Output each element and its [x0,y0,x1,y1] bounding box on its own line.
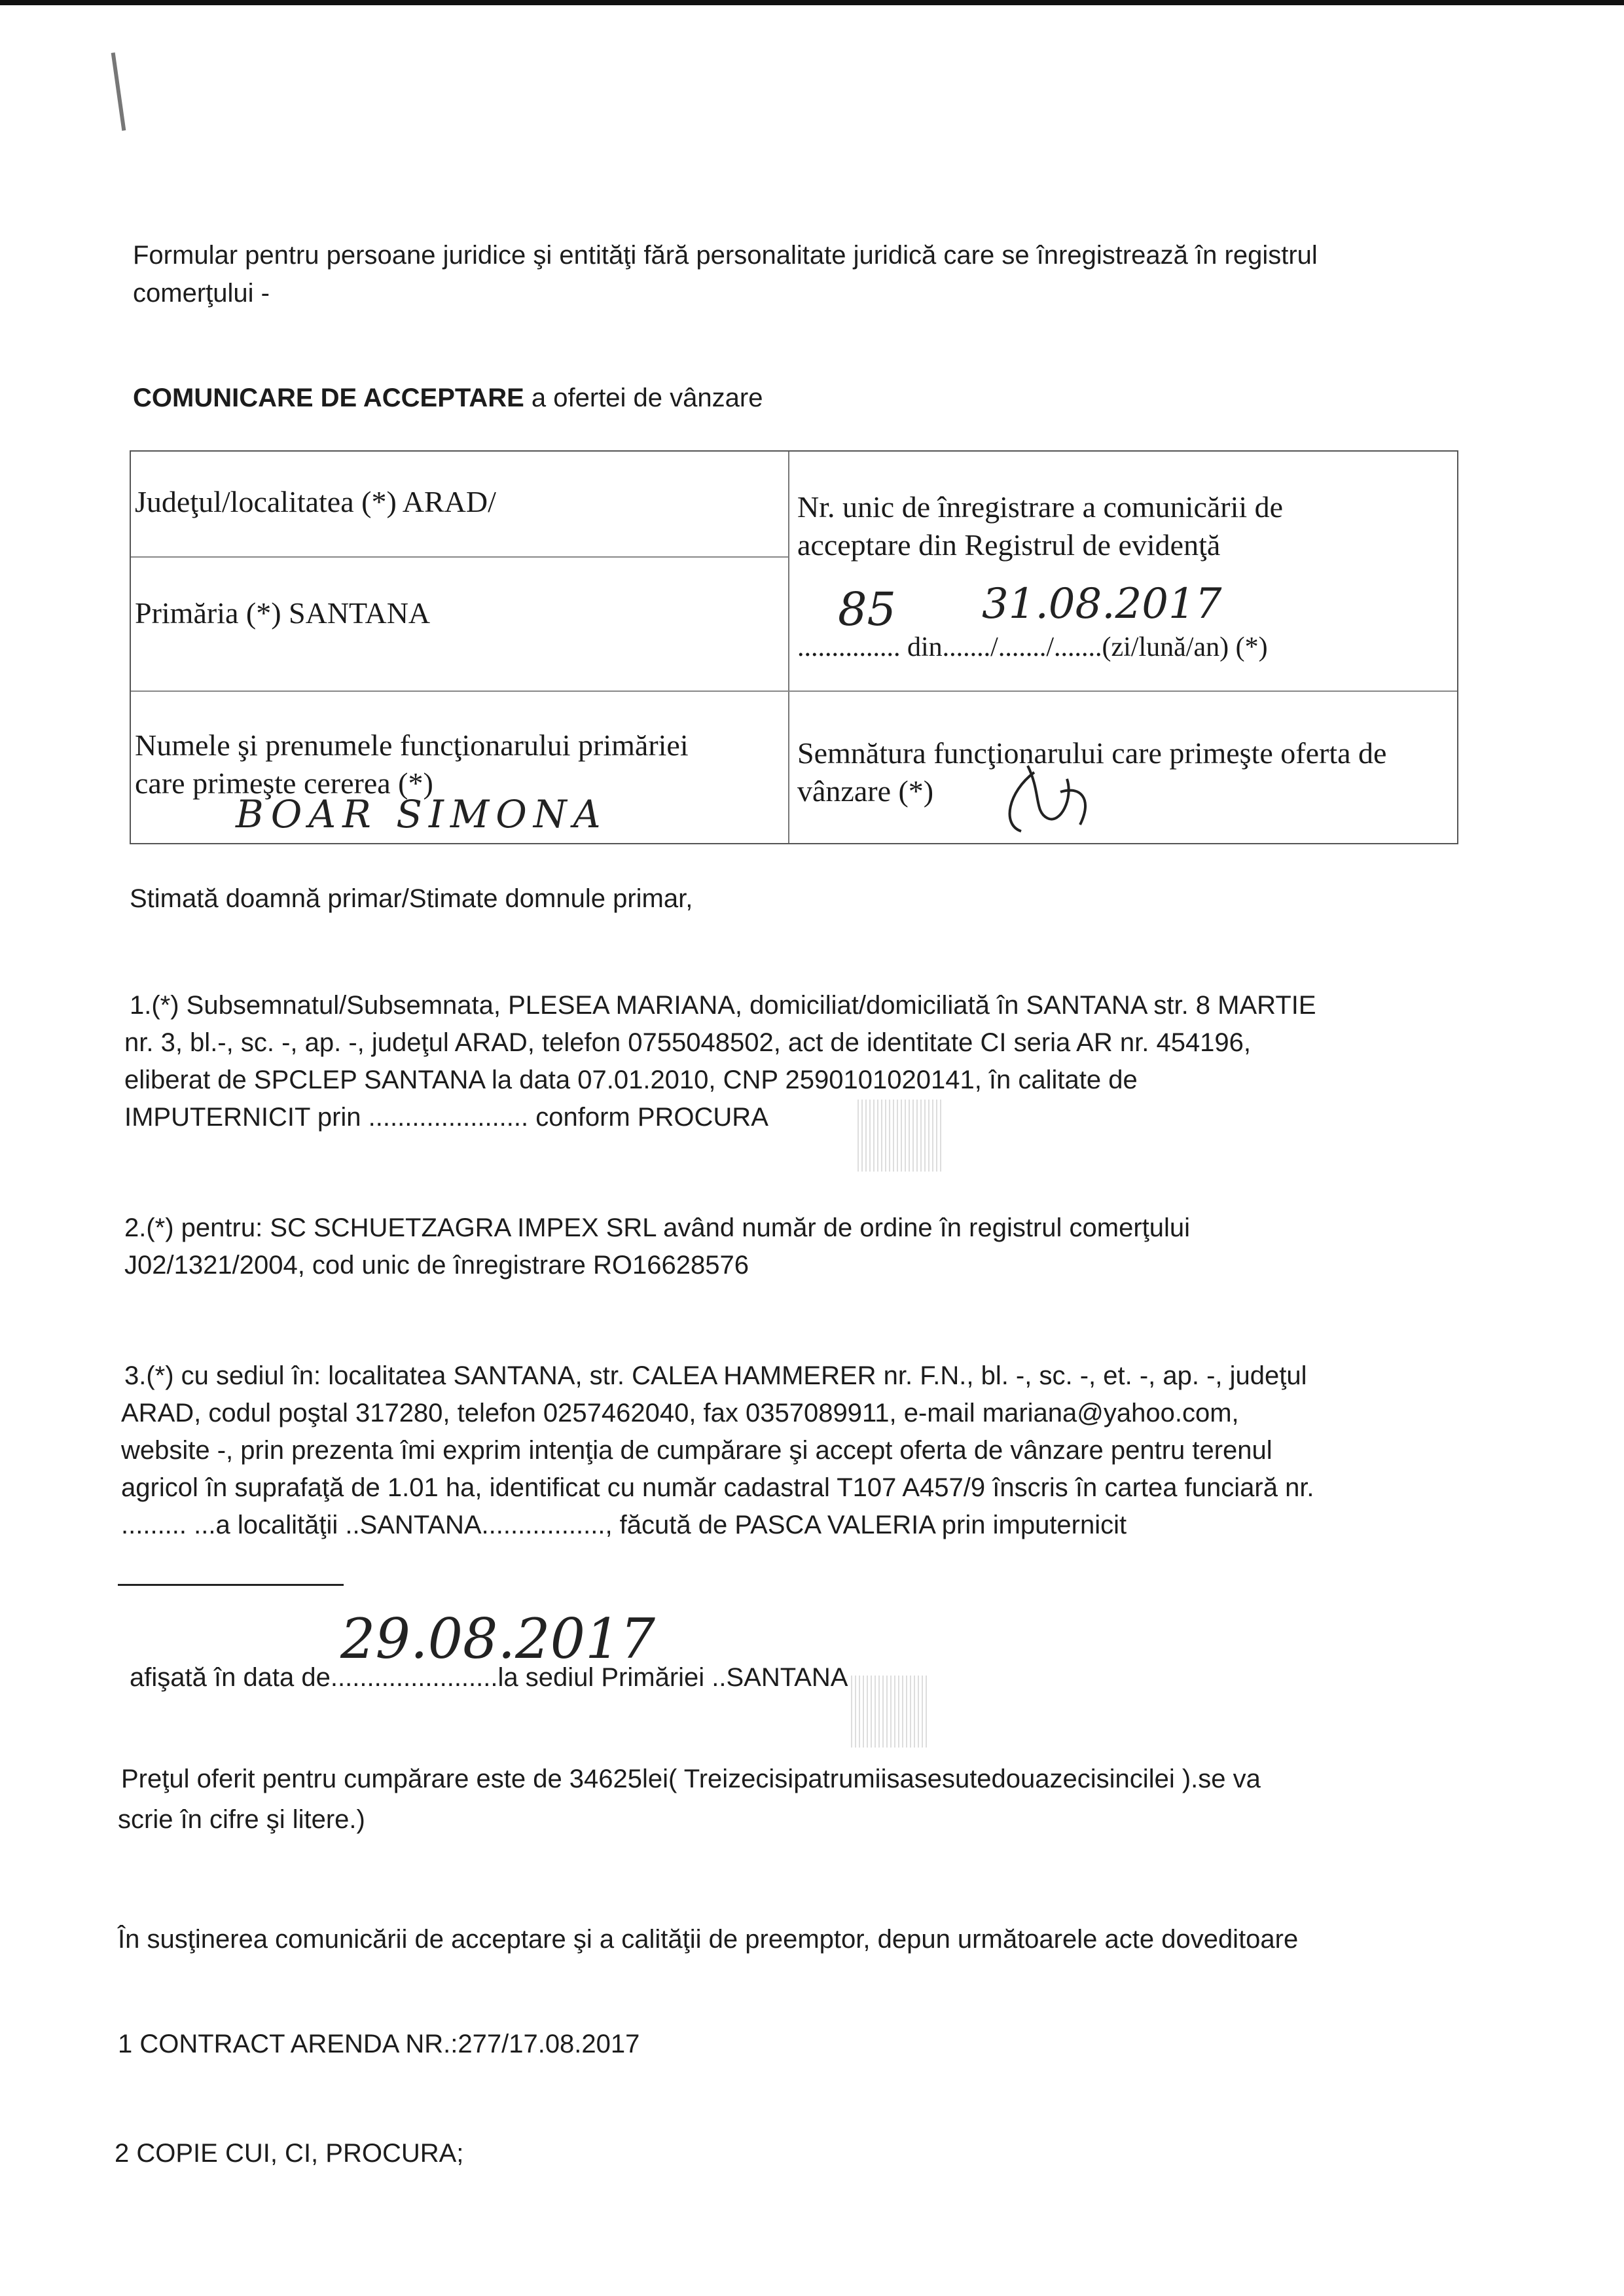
semnatura-label-line2: vânzare (*) [797,774,934,808]
table-row-divider-2 [131,691,1457,692]
act-item-1: 1 CONTRACT ARENDA NR.:277/17.08.2017 [118,2030,640,2058]
form-header-line1: Formular pentru persoane juridice şi entităţi fără personalitate juridică care se înregistrează în registrul [133,241,1318,270]
semnatura-label-line1: Semnătura funcţionarului care primeşte oferta de [797,736,1387,770]
judet-localitate-field: Judeţul/localitatea (*) ARAD/ [135,485,496,518]
nr-unic-label-line2: acceptare din Registrul de evidenţă [797,528,1221,562]
sustinere-line: În susţinerea comunicării de acceptare şi a calităţii de preemptor, depun următoarele acte doveditoare [118,1925,1299,1954]
stray-pen-mark [111,52,126,131]
document-title-bold: COMUNICARE DE ACCEPTARE [133,384,524,412]
table-column-divider [788,452,789,843]
nr-date-field: ............... din......./......./.......(zi/lună/an) (*) [797,632,1268,662]
functionar-label-line2: care primeşte cererea (*) [135,766,433,800]
handwritten-registration-date: 31.08.2017 [982,580,1222,628]
section3-line3: website -, prin prezenta îmi exprim intenţia de cumpărare şi accept oferta de vânzare pentru terenul [121,1436,1272,1465]
section3-line1: 3.(*) cu sediul în: localitatea SANTANA, str. CALEA HAMMERER nr. F.N., bl. -, sc. -, et. -, ap. -, judeţul [124,1361,1307,1390]
handwritten-registration-number: 85 [838,583,897,636]
section1-line4: IMPUTERNICIT prin ...................... conform PROCURA [124,1103,768,1132]
functionar-label-line1: Numele şi prenumele funcţionarului primăriei [135,728,689,762]
pret-line1: Preţul oferit pentru cumpărare este de 34625lei( Treizecisipatrumiisasesutedouazecisincilei ).se va [121,1765,1261,1793]
pret-line2: scrie în cifre şi litere.) [118,1805,365,1834]
section2-line1: 2.(*) pentru: SC SCHUETZAGRA IMPEX SRL având număr de ordine în registrul comerţului [124,1213,1191,1242]
scan-smudge [851,1676,929,1748]
section3-line2: ARAD, codul poştal 317280, telefon 0257462040, fax 0357089911, e-mail mariana@yahoo.com, [121,1399,1239,1427]
section1-line3: eliberat de SPCLEP SANTANA la data 07.01.2010, CNP 2590101020141, în calitate de [124,1066,1138,1094]
functionar-signature [995,753,1126,838]
nr-unic-label-line1: Nr. unic de înregistrare a comunicării de [797,490,1284,524]
handwritten-afisare-date: 29.08.2017 [340,1607,655,1671]
document-title-rest: a ofertei de vânzare [524,384,763,412]
form-header-line2: comerţului - [133,279,270,308]
handwritten-functionar-name: BOAR SIMONA [236,792,607,836]
signature-rule [118,1584,344,1586]
document-title [133,380,763,416]
section3-line4: agricol în suprafaţă de 1.01 ha, identificat cu număr cadastral T107 A457/9 înscris în cartea funciară nr. [121,1473,1314,1502]
afisata-line: afişată în data de.......................la sediul Primăriei ..SANTANA [130,1663,848,1692]
act-item-2: 2 COPIE CUI, CI, PROCURA; [115,2139,464,2168]
salutation: Stimată doamnă primar/Stimate domnule primar, [130,884,693,913]
primaria-field: Primăria (*) SANTANA [135,596,431,630]
scan-smudge [857,1100,943,1172]
table-row-divider-1 [131,556,788,558]
section1-line1: 1.(*) Subsemnatul/Subsemnata, PLESEA MARIANA, domiciliat/domiciliată în SANTANA str. 8 MARTIE [130,991,1316,1020]
page-top-edge [0,0,1624,5]
section1-line2: nr. 3, bl.-, sc. -, ap. -, judeţul ARAD, telefon 0755048502, act de identitate CI seria AR nr. 454196, [124,1028,1252,1057]
section3-line5: ......... ...a localităţii ..SANTANA................., făcută de PASCA VALERIA prin imputernicit [121,1511,1127,1539]
section2-line2: J02/1321/2004, cod unic de înregistrare RO16628576 [124,1251,749,1280]
registration-table [130,450,1458,844]
